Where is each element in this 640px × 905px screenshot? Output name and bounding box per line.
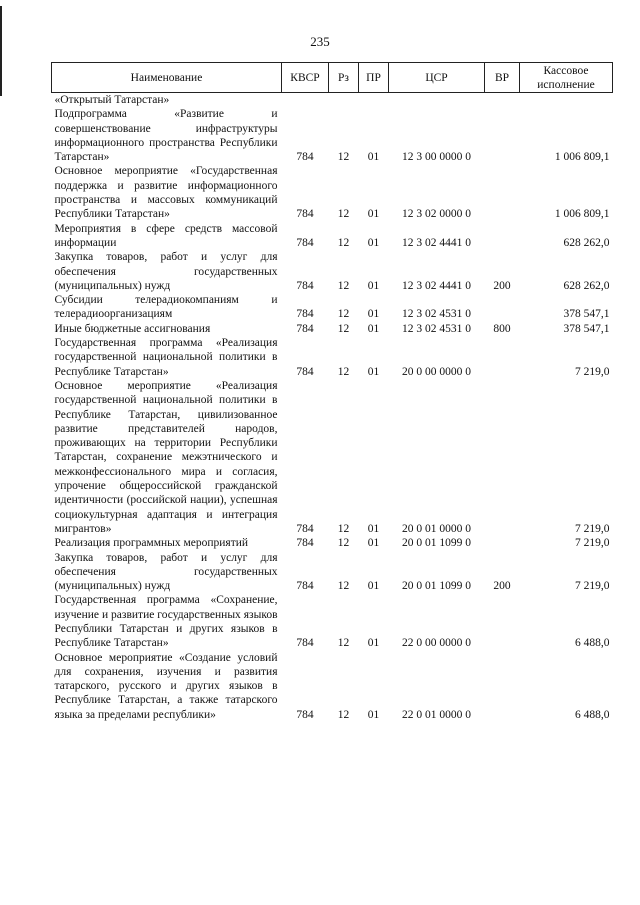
- row-amount: 1 006 809,1: [554, 208, 610, 221]
- row-name: Основное мероприятие «Создание условий для сохранения, изучения и развития татарского, русского и других языков в Республике Татарстан, а также татарского языка за пределами республики»: [54, 651, 278, 721]
- row-amount: 1 006 809,1: [554, 151, 610, 164]
- row-kvsr: 784: [296, 708, 314, 721]
- table-row: [52, 322, 613, 336]
- table-row: [52, 651, 613, 722]
- row-name: Закупка товаров, работ и услуг для обеспечения государственных (муниципальных) нужд: [54, 551, 278, 593]
- table-body: [52, 93, 613, 723]
- row-vr: [485, 379, 520, 536]
- row-csr: 20 0 00 0000 0: [402, 365, 471, 378]
- table-header-row: [52, 63, 613, 93]
- row-vr: [485, 293, 520, 322]
- header-name: Наименование: [52, 63, 282, 93]
- row-kvsr: 784: [296, 208, 314, 221]
- table-row: [52, 293, 613, 322]
- row-kvsr: 784: [296, 365, 314, 378]
- row-rz: 12: [337, 308, 350, 321]
- row-kvsr: 784: [296, 522, 314, 535]
- table-row: [52, 107, 613, 164]
- row-name: Подпрограмма «Развитие и совершенствование инфраструктуры информационного пространства Республики Татарстан»: [54, 108, 278, 164]
- row-name: Реализация программных мероприятий: [54, 537, 249, 550]
- row-amount: [520, 93, 613, 108]
- row-name: Субсидии телерадиокомпаниям и телерадиоорганизациям: [54, 294, 278, 321]
- row-rz: 12: [337, 151, 350, 164]
- row-name: Государственная программа «Сохранение, изучение и развитие государственных языков Республики Татарстан и других языков в Республике Татарстан»: [54, 594, 278, 650]
- row-amount: 7 219,0: [575, 522, 610, 535]
- row-rz: 12: [337, 580, 350, 593]
- header-vr: ВР: [485, 63, 520, 93]
- row-pr: 01: [367, 322, 380, 335]
- table-row: [52, 164, 613, 221]
- table-row: [52, 536, 613, 550]
- row-kvsr: 784: [296, 151, 314, 164]
- header-amount: Кассовое исполнение: [520, 63, 613, 93]
- row-pr: 01: [367, 151, 380, 164]
- row-amount: 628 262,0: [563, 279, 610, 292]
- row-vr: [485, 593, 520, 650]
- row-pr: 01: [367, 236, 380, 249]
- row-name: Основное мероприятие «Реализация государственной национальной политики в Республике Татарстан, цивилизованное развитие представителей народов, проживающих на территории Республики Татарстан, сохранение межэтнического и межконфессионального мира и согласия, упрочение общероссийской гражданской идентичности (российской нации), успешная социокультурная адаптация и интеграция мигрантов»: [54, 379, 278, 535]
- row-csr: 12 3 02 4531 0: [402, 322, 471, 335]
- row-vr: [485, 536, 520, 550]
- row-amount: 6 488,0: [575, 637, 610, 650]
- row-kvsr: 784: [296, 537, 314, 550]
- row-pr: 01: [367, 522, 380, 535]
- row-kvsr: 784: [296, 322, 314, 335]
- row-csr: 22 0 00 0000 0: [402, 637, 471, 650]
- row-pr: 01: [367, 708, 380, 721]
- table-row: [52, 379, 613, 536]
- row-vr: [485, 336, 520, 379]
- row-csr: 20 0 01 0000 0: [402, 522, 471, 535]
- row-name: «Открытый Татарстан»: [54, 94, 170, 106]
- budget-execution-table: [51, 62, 613, 722]
- row-rz: 12: [337, 522, 350, 535]
- row-vr: 200: [493, 580, 511, 593]
- header-pr: ПР: [359, 63, 389, 93]
- row-name: Мероприятия в сфере средств массовой информации: [54, 222, 278, 249]
- row-rz: 12: [337, 322, 350, 335]
- row-kvsr: 784: [296, 308, 314, 321]
- row-vr: [485, 651, 520, 722]
- row-name: Иные бюджетные ассигнования: [54, 322, 211, 335]
- row-name: Государственная программа «Реализация государственной национальной политики в Республике Татарстан»: [54, 337, 278, 378]
- header-rz: Рз: [329, 63, 359, 93]
- scan-edge-mark: [0, 6, 2, 96]
- row-rz: 12: [337, 208, 350, 221]
- row-kvsr: [282, 93, 329, 108]
- row-vr: [485, 222, 520, 251]
- row-rz: [329, 93, 359, 108]
- row-pr: 01: [367, 208, 380, 221]
- row-csr: 20 0 01 1099 0: [402, 537, 471, 550]
- row-rz: 12: [337, 365, 350, 378]
- row-amount: 7 219,0: [575, 580, 610, 593]
- page-number: 235: [310, 34, 330, 49]
- row-pr: 01: [367, 637, 380, 650]
- row-csr: 20 0 01 1099 0: [402, 580, 471, 593]
- table-row: [52, 336, 613, 379]
- row-name: Закупка товаров, работ и услуг для обеспечения государственных (муниципальных) нужд: [54, 251, 278, 292]
- row-csr: 12 3 00 0000 0: [402, 151, 471, 164]
- row-kvsr: 784: [296, 279, 314, 292]
- row-csr: 12 3 02 4441 0: [402, 236, 471, 249]
- table-row: [52, 222, 613, 251]
- row-amount: 6 488,0: [575, 708, 610, 721]
- row-amount: 7 219,0: [575, 537, 610, 550]
- row-vr: 800: [493, 322, 511, 335]
- row-rz: 12: [337, 279, 350, 292]
- table-row: [52, 250, 613, 293]
- row-amount: 628 262,0: [563, 236, 610, 249]
- row-pr: 01: [367, 308, 380, 321]
- row-csr: 12 3 02 4441 0: [402, 279, 471, 292]
- header-kvsr: КВСР: [282, 63, 329, 93]
- row-pr: 01: [367, 365, 380, 378]
- header-csr: ЦСР: [389, 63, 485, 93]
- row-kvsr: 784: [296, 637, 314, 650]
- row-amount: 378 547,1: [563, 322, 610, 335]
- row-pr: 01: [367, 537, 380, 550]
- row-vr: [485, 107, 520, 164]
- row-amount: 378 547,1: [563, 308, 610, 321]
- row-name: Основное мероприятие «Государственная поддержка и развитие информационного пространства и массовых коммуникаций Республики Татарстан»: [54, 165, 278, 221]
- row-csr: 12 3 02 4531 0: [402, 308, 471, 321]
- row-rz: 12: [337, 236, 350, 249]
- row-csr: 12 3 02 0000 0: [402, 208, 471, 221]
- row-rz: 12: [337, 537, 350, 550]
- row-rz: 12: [337, 708, 350, 721]
- table-row: [52, 593, 613, 650]
- row-vr: [485, 164, 520, 221]
- row-csr: [389, 93, 485, 108]
- row-amount: 7 219,0: [575, 365, 610, 378]
- row-pr: [359, 93, 389, 108]
- row-kvsr: 784: [296, 236, 314, 249]
- row-vr: 200: [493, 279, 511, 292]
- row-kvsr: 784: [296, 580, 314, 593]
- table-row: [52, 551, 613, 594]
- table-row: [52, 93, 613, 108]
- row-vr: [485, 93, 520, 108]
- row-rz: 12: [337, 637, 350, 650]
- row-csr: 22 0 01 0000 0: [402, 708, 471, 721]
- row-pr: 01: [367, 279, 380, 292]
- row-pr: 01: [367, 580, 380, 593]
